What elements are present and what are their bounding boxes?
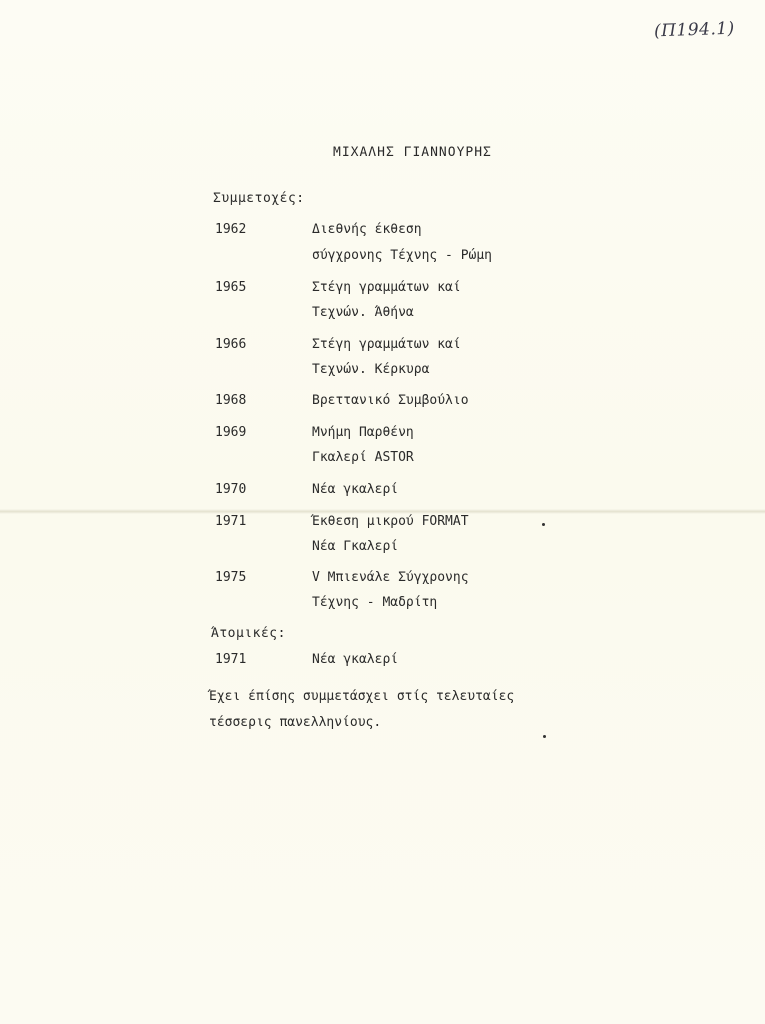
exhibition-description: Βρεττανικό Συμβούλιο <box>312 393 469 408</box>
exhibition-year: 1969 <box>215 425 247 440</box>
exhibition-year: 1962 <box>215 222 247 237</box>
closing-note-line: Έχει έπίσης συμμετάσχει στίς τελευταίες <box>209 689 515 704</box>
exhibition-description: Νέα Γκαλερί <box>312 539 399 554</box>
exhibition-description: Στέγη γραμμάτων καί <box>312 337 461 352</box>
exhibition-description: Νέα γκαλερί <box>312 652 399 667</box>
exhibition-description: Στέγη γραμμάτων καί <box>312 280 461 295</box>
exhibition-year: 1966 <box>215 337 247 352</box>
exhibition-description: Διεθνής έκθεση <box>312 222 422 237</box>
group-exhibitions-heading: Συμμετοχές: <box>213 191 305 206</box>
exhibition-description: Τεχνών. Άθήνα <box>312 305 414 320</box>
handwritten-reference-note: (Π194.1) <box>653 18 736 42</box>
solo-exhibitions-heading: Άτομικές: <box>211 626 286 641</box>
exhibition-year: 1968 <box>215 393 247 408</box>
exhibition-description: Τέχνης - Μαδρίτη <box>312 595 438 610</box>
exhibition-description: σύγχρονης Τέχνης - Ρώμη <box>312 248 493 263</box>
exhibition-year: 1965 <box>215 280 247 295</box>
ink-speck <box>543 735 546 738</box>
ink-speck <box>542 523 545 526</box>
closing-note-line: τέσσερις πανελληνίους. <box>209 715 382 730</box>
exhibition-description: V Μπιενάλε Σύγχρονης <box>312 570 469 585</box>
exhibition-year: 1975 <box>215 570 247 585</box>
exhibition-description: Τεχνών. Κέρκυρα <box>312 362 430 377</box>
exhibition-description: Γκαλερί ASTOR <box>312 450 414 465</box>
exhibition-year: 1971 <box>215 514 247 529</box>
exhibition-description: Μνήμη Παρθένη <box>312 425 414 440</box>
exhibition-year: 1971 <box>215 652 247 667</box>
exhibition-description: Έκθεση μικρού FORMAT <box>312 514 469 529</box>
exhibition-description: Νέα γκαλερί <box>312 482 399 497</box>
exhibition-year: 1970 <box>215 482 247 497</box>
document-title: ΜΙΧΑΛΗΣ ΓΙΑΝΝΟΥΡΗΣ <box>333 145 492 160</box>
